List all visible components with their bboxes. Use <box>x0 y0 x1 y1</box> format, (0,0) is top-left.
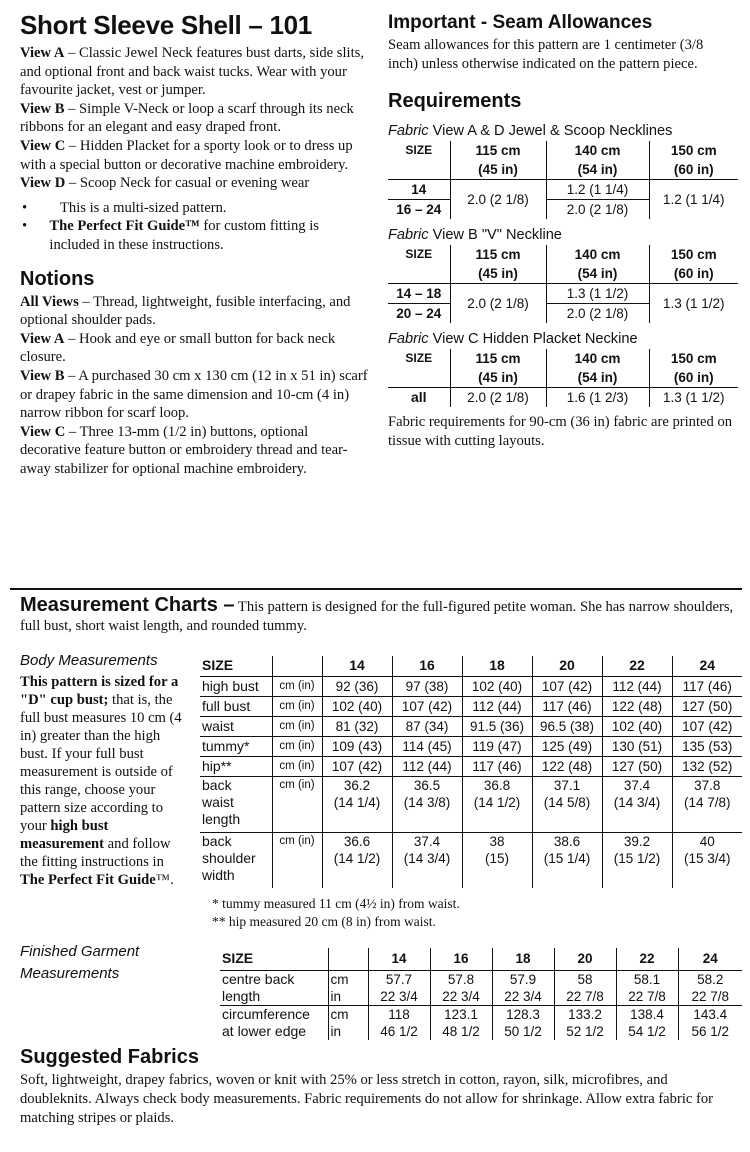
value-cell: 107 (42) <box>672 716 742 736</box>
value-cell: 135 (53) <box>672 736 742 756</box>
size-header: SIZE <box>405 247 433 262</box>
view-b-desc <box>20 100 372 137</box>
value-cell: 87 (34) <box>392 716 462 736</box>
value-cell <box>602 776 672 832</box>
value-cell <box>602 832 672 888</box>
value-cell: 122 (48) <box>532 756 602 776</box>
view-label: View B <box>20 100 65 117</box>
finished-garment-table <box>220 948 742 1040</box>
size-col: 22 <box>602 656 672 676</box>
bullet-icon: • <box>22 199 28 216</box>
table-row <box>388 245 738 264</box>
notion-text: – Three 13-mm (1/2 in) buttons, optional decorative feature button or embroidery thread and tear-away stabilizer for optional machine embroidery. <box>20 423 348 477</box>
bullet-rest: for custom fitting is included in these instructions. <box>49 218 319 253</box>
view-label: View A <box>20 45 65 61</box>
bullet-text: This is a multi-sized pattern. <box>60 199 227 216</box>
value-cell: 56 1/2 <box>678 1023 742 1040</box>
size-cell: 20 – 24 <box>396 306 442 322</box>
value-cell <box>672 776 742 832</box>
table-row <box>200 656 742 676</box>
finished-garment-label <box>20 941 190 985</box>
row-label: circumference <box>222 1005 310 1022</box>
size-col: 20 <box>554 948 616 970</box>
req-table-title <box>388 225 743 245</box>
row-label: at lower edge <box>222 1022 307 1039</box>
unit-cell: cm (in) <box>272 696 322 716</box>
table-row <box>388 141 738 160</box>
value-cell: 102 (40) <box>462 676 532 696</box>
suggested-heading: Suggested Fabrics <box>20 1046 199 1068</box>
value-cell: 2.0 (2 1/8) <box>450 180 546 220</box>
measurement-heading: Measurement Charts – <box>20 594 235 616</box>
col-header: 140 cm <box>546 245 649 264</box>
unit-header <box>272 656 322 676</box>
req-table-title <box>388 121 743 141</box>
table-row <box>388 264 738 284</box>
value-cell: 2.0 (2 1/8) <box>546 200 649 220</box>
value-cell: 118 <box>368 1005 430 1023</box>
value-cell: 22 7/8 <box>616 988 678 1006</box>
bullet-bold: The Perfect Fit Guide™ <box>49 218 200 235</box>
table-row <box>220 988 742 1006</box>
unit-cell: cm (in) <box>272 776 322 832</box>
value-cell: 50 1/2 <box>492 1023 554 1040</box>
table-row <box>200 716 742 736</box>
in-value: (14 3/4) <box>613 794 661 810</box>
cm-value: 37.4 <box>413 833 441 849</box>
value-cell: 107 (42) <box>392 696 462 716</box>
in-value: (14 1/2) <box>333 850 381 866</box>
label-line: Measurements <box>20 965 120 982</box>
note-bold: The Perfect Fit Guide <box>20 872 156 888</box>
bullet-icon: • <box>22 218 28 235</box>
view-text: – Classic Jewel Neck features bust darts, side slits, and optional front and back waist tucks. Wear with your favourite jacket, vest or jumper. <box>20 45 364 99</box>
col-header: (45 in) <box>450 264 546 284</box>
value-cell: 112 (44) <box>462 696 532 716</box>
unit-cell: cm (in) <box>272 716 322 736</box>
value-cell: 58.1 <box>616 970 678 988</box>
unit-cell: cm (in) <box>272 756 322 776</box>
col-header: 150 cm <box>649 349 738 368</box>
table-row <box>220 1023 742 1040</box>
value-cell: 127 (50) <box>672 696 742 716</box>
table-row <box>200 756 742 776</box>
view-label: View C <box>20 137 66 154</box>
in-value: (14 1/4) <box>333 794 381 810</box>
col-header: 115 cm <box>450 349 546 368</box>
value-cell: 107 (42) <box>532 676 602 696</box>
col-header: (60 in) <box>649 160 738 180</box>
footnote: ** hip measured 20 cm (8 in) from waist. <box>212 914 436 929</box>
size-col: 14 <box>368 948 430 970</box>
footnotes <box>212 895 742 931</box>
req-title-text: View A & D Jewel & Scoop Necklines <box>428 123 673 140</box>
size-cell: all <box>410 389 427 406</box>
unit-cell: in <box>328 1023 368 1040</box>
fabric-word: Fabric <box>388 227 429 244</box>
notion-label: View B <box>20 367 65 384</box>
requirements-table <box>388 141 738 219</box>
suggested-text: Soft, lightweight, drapey fabrics, woven or knit with 25% or less stretch in cotton, rayon, silk, microfibres, and doubleknits. Always check body measurements. Fabric requirements do not allow for shrinkage. Allow extra fabric for matching stripes or plaids. <box>20 1072 714 1126</box>
value-cell <box>392 776 462 832</box>
in-value: (15 1/2) <box>613 850 661 866</box>
row-label: tummy* <box>200 736 272 756</box>
value-cell: 112 (44) <box>392 756 462 776</box>
value-cell: 133.2 <box>554 1005 616 1023</box>
view-text: – Simple V-Neck or loop a scarf through its neck ribbons for an elegant and easy draped front. <box>20 100 354 136</box>
col-header: 140 cm <box>546 349 649 368</box>
requirements-note: Fabric requirements for 90-cm (36 in) fabric are printed on tissue with cutting layouts. <box>388 414 733 449</box>
value-cell: 57.7 <box>368 970 430 988</box>
notion-text: – Hook and eye or small button for back neck closure. <box>20 330 336 366</box>
value-cell: 102 (40) <box>602 716 672 736</box>
table-row <box>388 368 738 388</box>
table-row <box>220 948 742 970</box>
in-value: (15 1/4) <box>543 850 591 866</box>
unit-cell: cm (in) <box>272 736 322 756</box>
row-label: waist <box>200 716 272 736</box>
col-header: 150 cm <box>649 141 738 160</box>
size-cell: 14 <box>388 180 450 200</box>
value-cell: 112 (44) <box>602 676 672 696</box>
value-cell: 107 (42) <box>322 756 392 776</box>
view-label: View D <box>20 175 66 192</box>
value-cell <box>672 832 742 888</box>
note-bold: high bust measurement <box>20 818 109 852</box>
value-cell: 57.9 <box>492 970 554 988</box>
row-label: hip** <box>200 756 272 776</box>
list-item <box>20 199 372 218</box>
value-cell <box>322 832 392 888</box>
notion-label: View C <box>20 423 66 440</box>
body-measurement-table <box>200 656 742 888</box>
value-cell: 125 (49) <box>532 736 602 756</box>
requirements-heading: Requirements <box>388 90 522 113</box>
value-cell: 52 1/2 <box>554 1023 616 1040</box>
size-col: 18 <box>462 656 532 676</box>
seam-text: Seam allowances for this pattern are 1 centimeter (3/8 inch) unless otherwise indicated on the pattern piece. <box>388 37 704 72</box>
value-cell: 22 3/4 <box>430 988 492 1006</box>
value-cell: 127 (50) <box>602 756 672 776</box>
value-cell: 114 (45) <box>392 736 462 756</box>
note-text: that is, the full bust measures 10 cm (4 in) greater than the high bust. If your full bust measurement is outside of this range, choose your pattern size according to your <box>20 692 182 834</box>
value-cell: 46 1/2 <box>368 1023 430 1040</box>
table-row <box>200 776 742 832</box>
value-cell: 58.2 <box>678 970 742 988</box>
table-row <box>200 676 742 696</box>
page-title: Short Sleeve Shell – 101 <box>20 10 312 40</box>
table-row <box>220 1005 742 1023</box>
value-cell: 97 (38) <box>392 676 462 696</box>
view-a-desc <box>20 44 372 100</box>
requirements-table <box>388 245 738 323</box>
col-header: (60 in) <box>649 264 738 284</box>
req-title-text: View C Hidden Placket Neckine <box>428 331 638 348</box>
notion-item <box>20 293 372 330</box>
size-cell: 16 – 24 <box>396 202 442 218</box>
section-divider <box>10 588 742 590</box>
value-cell: 1.3 (1 1/2) <box>649 284 738 324</box>
value-cell: 1.3 (1 1/2) <box>546 284 649 304</box>
size-cell: 14 – 18 <box>388 284 450 304</box>
value-cell <box>532 776 602 832</box>
value-cell: 22 3/4 <box>492 988 554 1006</box>
in-value: (15) <box>484 850 509 866</box>
label-line: back <box>202 832 232 849</box>
view-text: – Scoop Neck for casual or evening wear <box>65 175 310 192</box>
left-column <box>20 8 372 478</box>
value-cell: 91.5 (36) <box>462 716 532 736</box>
value-cell: 143.4 <box>678 1005 742 1023</box>
value-cell <box>462 832 532 888</box>
measurement-intro-text: This pattern is designed for the full-figured petite woman. She has narrow shoulders, full bust, short waist length, and rounded tummy. <box>20 599 734 634</box>
value-cell: 102 (40) <box>322 696 392 716</box>
value-cell: 119 (47) <box>462 736 532 756</box>
table-row <box>220 970 742 988</box>
value-cell: 57.8 <box>430 970 492 988</box>
in-value: (14 5/8) <box>543 794 591 810</box>
unit-cell: cm (in) <box>272 832 322 888</box>
cm-value: 40 <box>699 833 715 849</box>
value-cell: 48 1/2 <box>430 1023 492 1040</box>
col-header: 140 cm <box>546 141 649 160</box>
value-cell: 123.1 <box>430 1005 492 1023</box>
req-title-text: View B "V" Neckline <box>428 227 562 244</box>
list-item <box>20 217 372 254</box>
value-cell: 138.4 <box>616 1005 678 1023</box>
value-cell: 22 7/8 <box>678 988 742 1006</box>
footnote: * tummy measured 11 cm (4½ in) from waist. <box>212 896 460 911</box>
value-cell: 1.2 (1 1/4) <box>546 180 649 200</box>
value-cell <box>392 832 462 888</box>
notion-item <box>20 367 372 423</box>
cm-value: 36.5 <box>413 777 441 793</box>
size-col: 20 <box>532 656 602 676</box>
value-cell: 1.2 (1 1/4) <box>649 180 738 220</box>
cm-value: 37.4 <box>623 777 651 793</box>
value-cell: 117 (46) <box>672 676 742 696</box>
row-label <box>200 776 272 832</box>
fabric-word: Fabric <box>388 331 429 348</box>
value-cell: 92 (36) <box>322 676 392 696</box>
in-value: (14 1/2) <box>473 794 521 810</box>
note-bold: This pattern is sized for a "D" cup bust; <box>20 674 179 708</box>
cm-value: 36.8 <box>483 777 511 793</box>
right-column <box>388 10 743 450</box>
col-header: (54 in) <box>546 368 649 388</box>
view-d-desc <box>20 174 372 193</box>
cm-value: 38.6 <box>553 833 581 849</box>
body-measurements-label: Body Measurements <box>20 652 158 669</box>
bullet-list <box>20 199 372 255</box>
label-line: back <box>202 776 232 793</box>
size-col: 24 <box>678 948 742 970</box>
cm-value: 38 <box>489 833 505 849</box>
requirements-table <box>388 349 738 407</box>
row-label: high bust <box>200 676 272 696</box>
value-cell <box>322 776 392 832</box>
value-cell: 128.3 <box>492 1005 554 1023</box>
value-cell: 96.5 (38) <box>532 716 602 736</box>
col-header: 150 cm <box>649 245 738 264</box>
col-header: (45 in) <box>450 368 546 388</box>
cm-value: 39.2 <box>623 833 651 849</box>
value-cell: 22 3/4 <box>368 988 430 1006</box>
size-col: 24 <box>672 656 742 676</box>
cm-value: 36.2 <box>343 777 371 793</box>
notion-item <box>20 330 372 367</box>
notion-text: – A purchased 30 cm x 130 cm (12 in x 51 in) scarf or drapey fabric in the same dimension and 10-cm (4 in) narrow ribbon for scarf loop. <box>20 367 368 422</box>
suggested-fabrics <box>20 1043 740 1128</box>
size-header: SIZE <box>405 143 433 158</box>
cm-value: 36.6 <box>343 833 371 849</box>
value-cell <box>532 832 602 888</box>
size-header: SIZE <box>220 948 328 970</box>
table-row <box>200 832 742 888</box>
notions-heading: Notions <box>20 267 95 290</box>
value-cell: 58 <box>554 970 616 988</box>
value-cell: 54 1/2 <box>616 1023 678 1040</box>
size-col: 18 <box>492 948 554 970</box>
label-line: length <box>202 810 241 827</box>
unit-cell: cm <box>328 970 368 988</box>
notion-label: All Views <box>20 293 79 310</box>
value-cell: 132 (52) <box>672 756 742 776</box>
notion-text: – Thread, lightweight, fusible interfacing, and optional shoulder pads. <box>20 293 351 329</box>
seam-heading: Important - Seam Allowances <box>388 12 653 33</box>
note-text: ™. <box>155 872 174 888</box>
table-row <box>388 180 738 200</box>
value-cell: 81 (32) <box>322 716 392 736</box>
fabric-word: Fabric <box>388 123 429 140</box>
size-col: 22 <box>616 948 678 970</box>
value-cell: 2.0 (2 1/8) <box>450 388 546 408</box>
size-col: 16 <box>392 656 462 676</box>
value-cell: 2.0 (2 1/8) <box>450 284 546 324</box>
value-cell: 2.0 (2 1/8) <box>546 304 649 324</box>
value-cell <box>462 776 532 832</box>
row-label <box>200 832 272 888</box>
size-col: 16 <box>430 948 492 970</box>
size-header: SIZE <box>405 351 433 366</box>
col-header: (54 in) <box>546 264 649 284</box>
table-row <box>200 736 742 756</box>
bullet-text <box>49 217 372 254</box>
table-row <box>388 160 738 180</box>
value-cell: 117 (46) <box>462 756 532 776</box>
col-header: 115 cm <box>450 141 546 160</box>
unit-header <box>328 948 368 970</box>
label-line: width <box>202 866 235 883</box>
value-cell: 1.6 (1 2/3) <box>546 388 649 408</box>
value-cell: 22 7/8 <box>554 988 616 1006</box>
in-value: (15 3/4) <box>683 850 731 866</box>
col-header: (45 in) <box>450 160 546 180</box>
cm-value: 37.8 <box>694 777 721 793</box>
table-row <box>388 388 738 408</box>
view-c-desc <box>20 137 372 174</box>
value-cell: 117 (46) <box>532 696 602 716</box>
row-label: full bust <box>200 696 272 716</box>
body-measurements-note <box>20 673 190 889</box>
label-line: shoulder <box>202 849 256 866</box>
value-cell: 122 (48) <box>602 696 672 716</box>
label-line: waist <box>202 793 234 810</box>
view-text: – Hidden Placket for a sporty look or to dress up with a special button or decorative machine embroidery. <box>20 137 353 173</box>
row-label: length <box>220 988 328 1006</box>
notion-item <box>20 423 372 479</box>
req-table-title <box>388 329 743 349</box>
value-cell: 109 (43) <box>322 736 392 756</box>
in-value: (14 3/8) <box>403 794 451 810</box>
col-header: (54 in) <box>546 160 649 180</box>
note-text: and follow the fitting instructions in <box>20 836 171 870</box>
table-row <box>388 284 738 304</box>
size-col: 14 <box>322 656 392 676</box>
label-line: Finished Garment <box>20 943 140 960</box>
notion-label: View A <box>20 330 65 347</box>
unit-cell: cm <box>328 1005 368 1023</box>
measurement-intro <box>20 596 740 635</box>
col-header: 115 cm <box>450 245 546 264</box>
unit-cell: cm (in) <box>272 676 322 696</box>
size-header: SIZE <box>200 656 272 676</box>
cm-value: 37.1 <box>553 777 581 793</box>
row-label: centre back <box>222 970 295 987</box>
col-header: (60 in) <box>649 368 738 388</box>
value-cell: 1.3 (1 1/2) <box>649 388 738 408</box>
in-value: (14 7/8) <box>683 794 731 810</box>
table-row <box>388 349 738 368</box>
in-value: (14 3/4) <box>403 850 451 866</box>
value-cell: 130 (51) <box>602 736 672 756</box>
table-row <box>200 696 742 716</box>
unit-cell: in <box>328 988 368 1006</box>
